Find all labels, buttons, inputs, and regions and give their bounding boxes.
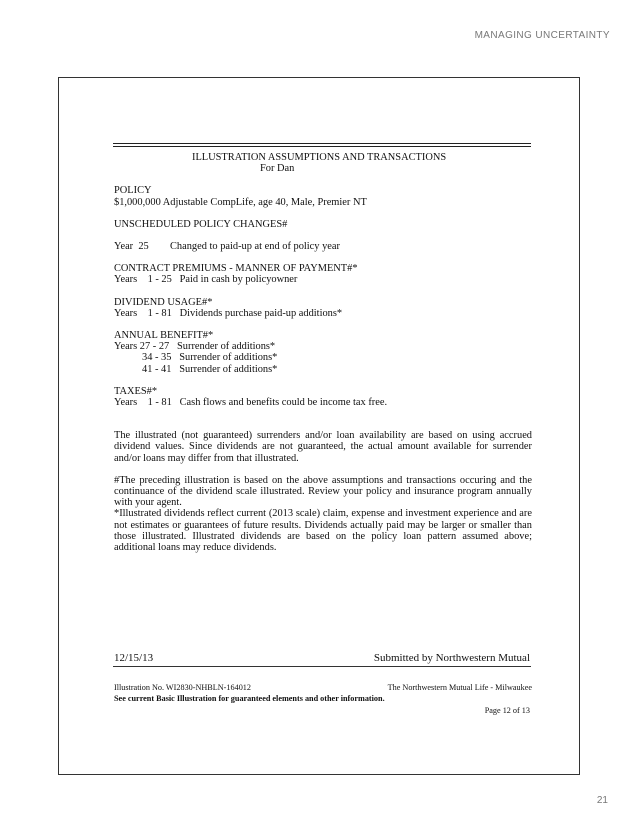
paragraph-dividends: *Illustrated dividends reflect current (2013 scale) claim, expense and investment experience and are not estimates or guarantees of future results. Dividends actually paid may be larger or smaller than those illustrated. Illustrated dividends are based on the policy loan pattern assumed above; additional loans may reduce dividends. <box>114 508 532 554</box>
dividend-line: Years 1 - 81 Dividends purchase paid-up additions* <box>114 307 343 319</box>
policy-line: $1,000,000 Adjustable CompLife, age 40, Male, Premier NT <box>114 196 367 208</box>
unscheduled-line <box>114 241 532 252</box>
paragraph-assumptions: #The preceding illustration is based on the above assumptions and transactions occuring and the continuance of the dividend scale illustrated. Review your policy and insurance program annually with your agent. <box>114 474 532 509</box>
spacer <box>114 252 532 263</box>
footer-rule <box>113 666 531 667</box>
policy-heading: POLICY <box>114 185 152 197</box>
spacer <box>114 319 532 330</box>
spacer <box>114 208 532 219</box>
premiums-heading: CONTRACT PREMIUMS - MANNER OF PAYMENT#* <box>114 263 358 275</box>
header-double-rule <box>113 143 531 147</box>
spacer <box>114 375 532 386</box>
spacer <box>114 174 532 185</box>
company-name: The Northwestern Mutual Life - Milwaukee <box>387 683 532 692</box>
footer-illustration <box>114 683 530 692</box>
running-head: MANAGING UNCERTAINTY <box>474 30 610 41</box>
premiums-line: Years 1 - 25 Paid in cash by policyowner <box>114 274 298 286</box>
annual-line: 41 - 41 Surrender of additions* <box>142 363 278 375</box>
footer-date: 12/15/13 <box>114 652 154 664</box>
spacer <box>114 408 532 419</box>
doc-subtitle: For Dan <box>260 163 295 175</box>
spacer <box>114 419 532 430</box>
page-of: Page 12 of 13 <box>484 706 530 715</box>
annual-line: Years 27 - 27 Surrender of additions* <box>114 341 276 353</box>
spacer <box>114 230 532 241</box>
page-number: 21 <box>596 795 608 806</box>
annual-heading: ANNUAL BENEFIT#* <box>114 330 214 342</box>
illustration-number: Illustration No. WI2830-NHBLN-164012 <box>114 683 251 692</box>
taxes-heading: TAXES#* <box>114 385 158 397</box>
unscheduled-text: Changed to paid-up at end of policy year <box>170 241 340 253</box>
document-body <box>114 152 532 553</box>
spacer <box>114 464 532 475</box>
doc-title: ILLUSTRATION ASSUMPTIONS AND TRANSACTIONS <box>192 152 447 163</box>
footer-submitted: Submitted by Northwestern Mutual <box>373 652 530 664</box>
taxes-line: Years 1 - 81 Cash flows and benefits could be income tax free. <box>114 397 388 409</box>
footer-submission <box>114 652 530 664</box>
see-current-note: See current Basic Illustration for guaranteed elements and other information. <box>114 694 385 703</box>
annual-line: 34 - 35 Surrender of additions* <box>142 352 278 364</box>
unscheduled-heading: UNSCHEDULED POLICY CHANGES# <box>114 218 288 230</box>
unscheduled-year: Year 25 <box>114 241 149 253</box>
paragraph-availability: The illustrated (not guaranteed) surrenders and/or loan availability are based on using accrued dividend values. Since dividends are not guaranteed, the actual amount available for surrender and/or loans may differ from that illustrated. <box>114 430 532 464</box>
dividend-heading: DIVIDEND USAGE#* <box>114 296 213 308</box>
spacer <box>114 286 532 297</box>
